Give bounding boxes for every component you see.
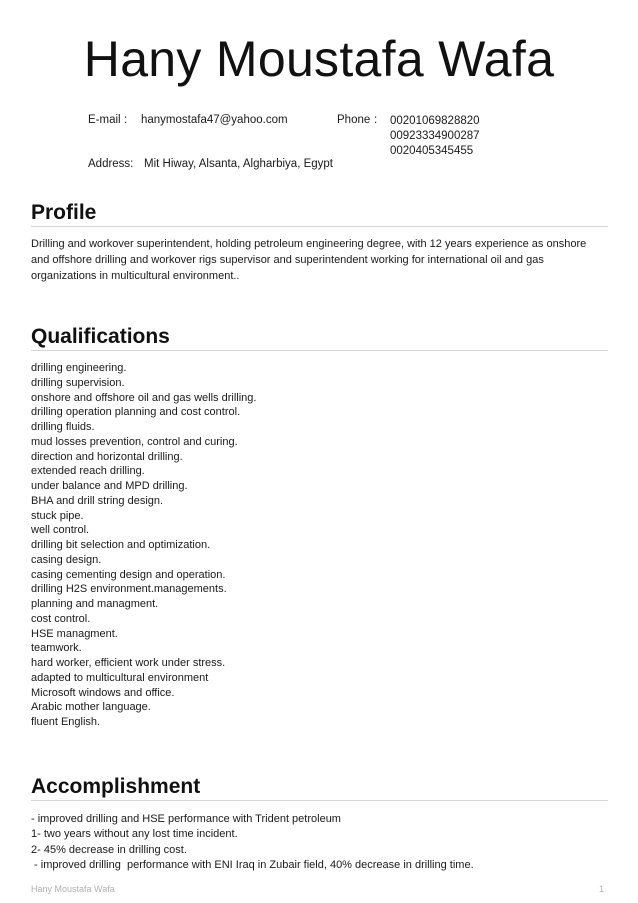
qualifications-list xyxy=(31,361,256,730)
qualification-item: teamwork. xyxy=(31,642,82,655)
qualification-item: drilling H2S environment.managements. xyxy=(31,583,227,596)
qualification-item: drilling supervision. xyxy=(31,376,125,389)
qualification-item: drilling bit selection and optimization. xyxy=(31,539,211,551)
qualification-item: adapted to multicultural environment xyxy=(31,671,209,684)
qualification-item: HSE managment. xyxy=(31,627,118,640)
qualification-item: onshore and offshore oil and gas wells drilling. xyxy=(31,391,257,404)
address-value: Mit Hiway, Alsanta, Algharbiya, Egypt xyxy=(144,158,333,170)
qualification-item: direction and horizontal drilling. xyxy=(31,450,183,463)
email-value[interactable]: hanymostafa47@yahoo.com xyxy=(141,114,288,126)
qualification-item: extended reach drilling. xyxy=(31,465,145,478)
qualification-item: under balance and MPD drilling. xyxy=(31,480,188,492)
accomplishment-list xyxy=(31,812,474,873)
qualification-item: cost control. xyxy=(31,612,91,625)
qualification-item: drilling operation planning and cost control. xyxy=(31,406,241,419)
phone-numbers xyxy=(390,114,480,159)
resume-name: Hany Moustafa Wafa xyxy=(83,31,555,87)
qualifications-heading: Qualifications xyxy=(31,325,608,351)
qualification-item: well control. xyxy=(31,524,90,537)
accomplishment-item: 1- two years without any lost time incident. xyxy=(31,828,238,841)
qualification-item: stuck pipe. xyxy=(31,509,84,522)
qualification-item: drilling engineering. xyxy=(31,362,127,374)
qualification-item: casing design. xyxy=(31,553,102,566)
email-label: E-mail xyxy=(88,114,121,126)
qualification-item: planning and managment. xyxy=(31,598,159,610)
profile-text: Drilling and workover superintendent, holding petroleum engineering degree, with 12 years experience as onshore and offshore drilling and workover rigs supervisor and superintendent working for international oil and gas organizations in multicultural environment.. xyxy=(31,238,587,282)
phone-number: 00201069828820 xyxy=(390,115,480,127)
phone-number: 00923334900287 xyxy=(390,130,480,142)
email-colon: : xyxy=(124,114,128,126)
address-label: Address: xyxy=(88,158,134,170)
page-number: 1 xyxy=(599,884,605,894)
qualification-item: mud losses prevention, control and curing. xyxy=(31,435,238,448)
accomplishment-heading: Accomplishment xyxy=(31,775,608,801)
qualification-item: casing cementing design and operation. xyxy=(31,568,226,581)
accomplishment-item: - improved drilling and HSE performance with Trident petroleum xyxy=(31,813,341,825)
profile-heading: Profile xyxy=(31,201,608,227)
qualification-item: BHA and drill string design. xyxy=(31,494,164,507)
qualification-item: Arabic mother language. xyxy=(31,701,151,714)
accomplishment-item: 2- 45% decrease in drilling cost. xyxy=(31,843,187,856)
qualification-item: hard worker, efficient work under stress. xyxy=(31,657,226,669)
phone-number: 0020405345455 xyxy=(390,145,474,157)
phone-label: Phone xyxy=(337,114,371,126)
phone-colon: : xyxy=(374,114,378,126)
qualification-item: drilling fluids. xyxy=(31,421,95,433)
qualification-item: fluent English. xyxy=(31,716,101,728)
qualification-item: Microsoft windows and office. xyxy=(31,686,175,699)
footer-name: Hany Moustafa Wafa xyxy=(31,884,115,894)
accomplishment-item: - improved drilling performance with ENI Iraq in Zubair field, 40% decrease in drilling time. xyxy=(31,858,474,871)
